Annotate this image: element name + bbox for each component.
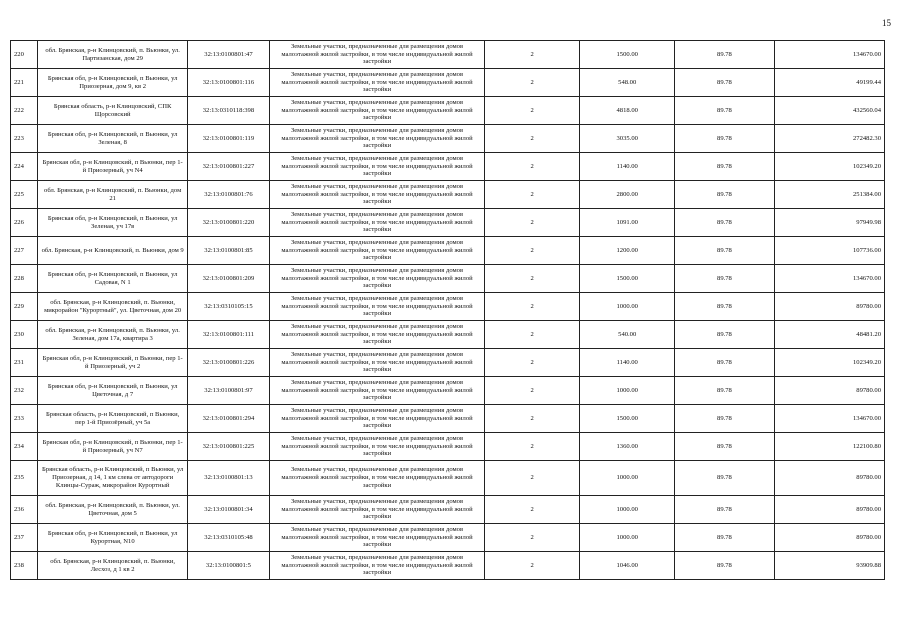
- rate-cell: 89.78: [675, 153, 774, 181]
- category-cell: 2: [485, 41, 580, 69]
- category-cell: 2: [485, 405, 580, 433]
- cadastral-value-cell: 134670.00: [774, 41, 884, 69]
- cadastral-number-cell: 32:13:0100801:47: [187, 41, 269, 69]
- area-cell: 1140.00: [580, 349, 675, 377]
- permitted-use-cell: Земельные участки, предназначенные для размещения домов малоэтажной жилой застройки, в том числе индивидуальной жилой застройки: [269, 377, 484, 405]
- table-row: [11, 377, 885, 405]
- cadastral-number-cell: 32:13:0100801:5: [187, 552, 269, 580]
- row-number: 227: [11, 237, 38, 265]
- table-row: [11, 209, 885, 237]
- cadastral-number-cell: 32:13:0100801:226: [187, 349, 269, 377]
- cadastral-number-cell: 32:13:0100801:34: [187, 496, 269, 524]
- cadastral-value-cell: 107736.00: [774, 237, 884, 265]
- cadastral-number-cell: 32:13:0100801:209: [187, 265, 269, 293]
- rate-cell: 89.78: [675, 41, 774, 69]
- cadastral-number-cell: 32:13:0100801:227: [187, 153, 269, 181]
- cadastral-value-cell: 48481.20: [774, 321, 884, 349]
- cadastral-value-cell: 134670.00: [774, 265, 884, 293]
- row-number: 235: [11, 461, 38, 496]
- permitted-use-cell: Земельные участки, предназначенные для размещения домов малоэтажной жилой застройки, в том числе индивидуальной жилой застройки: [269, 433, 484, 461]
- area-cell: 1500.00: [580, 41, 675, 69]
- table-row: [11, 293, 885, 321]
- area-cell: 1000.00: [580, 377, 675, 405]
- address-cell: Брянская обл, р-н Клинцовский, п Вьюнки, пер 1-й Приозерный, уч N4: [38, 153, 188, 181]
- permitted-use-cell: Земельные участки, предназначенные для размещения домов малоэтажной жилой застройки, в том числе индивидуальной жилой застройки: [269, 41, 484, 69]
- cadastral-number-cell: 32:13:0100801:220: [187, 209, 269, 237]
- category-cell: 2: [485, 265, 580, 293]
- rate-cell: 89.78: [675, 321, 774, 349]
- category-cell: 2: [485, 433, 580, 461]
- rate-cell: 89.78: [675, 405, 774, 433]
- row-number: 236: [11, 496, 38, 524]
- row-number: 234: [11, 433, 38, 461]
- table-row: [11, 405, 885, 433]
- table-row: [11, 524, 885, 552]
- table-row: [11, 496, 885, 524]
- address-cell: обл. Брянская, р-н Клинцовский, п. Вьюнки, дом 21: [38, 181, 188, 209]
- address-cell: обл. Брянская, р-н Клинцовский, п. Вьюнки, микрорайон "Курортный", ул. Цветочная, дом 20: [38, 293, 188, 321]
- cadastral-value-cell: 102349.20: [774, 349, 884, 377]
- area-cell: 4818.00: [580, 97, 675, 125]
- category-cell: 2: [485, 69, 580, 97]
- rate-cell: 89.78: [675, 97, 774, 125]
- cadastral-value-cell: 89780.00: [774, 461, 884, 496]
- rate-cell: 89.78: [675, 209, 774, 237]
- permitted-use-cell: Земельные участки, предназначенные для размещения домов малоэтажной жилой застройки, в том числе индивидуальной жилой застройки: [269, 209, 484, 237]
- cadastral-value-cell: 49199.44: [774, 69, 884, 97]
- row-number: 226: [11, 209, 38, 237]
- cadastral-number-cell: 32:13:0100801:97: [187, 377, 269, 405]
- cadastral-number-cell: 32:13:0310118:398: [187, 97, 269, 125]
- row-number: 229: [11, 293, 38, 321]
- cadastral-value-cell: 134670.00: [774, 405, 884, 433]
- address-cell: Брянская область, р-н Клинцовский, п Вьюнки, ул Приозерная, д 14, 1 км слева от автодороги Клинцы-Сураж, микрорайон Курортный: [38, 461, 188, 496]
- permitted-use-cell: Земельные участки, предназначенные для размещения домов малоэтажной жилой застройки, в том числе индивидуальной жилой застройки: [269, 181, 484, 209]
- cadastral-number-cell: 32:13:0100801:225: [187, 433, 269, 461]
- rate-cell: 89.78: [675, 377, 774, 405]
- category-cell: 2: [485, 552, 580, 580]
- rate-cell: 89.78: [675, 125, 774, 153]
- table-row: [11, 41, 885, 69]
- category-cell: 2: [485, 524, 580, 552]
- category-cell: 2: [485, 461, 580, 496]
- address-cell: обл. Брянская, р-н Клинцовский, п. Вьюнки, ул. Зеленая, дом 17а, квартира 3: [38, 321, 188, 349]
- table-body: [11, 41, 885, 580]
- table-row: [11, 349, 885, 377]
- category-cell: 2: [485, 377, 580, 405]
- row-number: 223: [11, 125, 38, 153]
- cadastral-number-cell: 32:13:0310105:15: [187, 293, 269, 321]
- row-number: 225: [11, 181, 38, 209]
- area-cell: 1000.00: [580, 496, 675, 524]
- address-cell: обл. Брянская, р-н Клинцовский, п. Вьюнки, дом 9: [38, 237, 188, 265]
- rate-cell: 89.78: [675, 433, 774, 461]
- permitted-use-cell: Земельные участки, предназначенные для размещения домов малоэтажной жилой застройки, в том числе индивидуальной жилой застройки: [269, 552, 484, 580]
- permitted-use-cell: Земельные участки, предназначенные для размещения домов малоэтажной жилой застройки, в том числе индивидуальной жилой застройки: [269, 237, 484, 265]
- cadastral-number-cell: 32:13:0100801:13: [187, 461, 269, 496]
- area-cell: 1091.00: [580, 209, 675, 237]
- address-cell: Брянская область, р-н Клинцовский, СПК Щорсовский: [38, 97, 188, 125]
- address-cell: Брянская обл, р-н Клинцовский, п Вьюнки, ул Зеленая, уч 17в: [38, 209, 188, 237]
- permitted-use-cell: Земельные участки, предназначенные для размещения домов малоэтажной жилой застройки, в том числе индивидуальной жилой застройки: [269, 524, 484, 552]
- area-cell: 1500.00: [580, 265, 675, 293]
- table-row: [11, 69, 885, 97]
- permitted-use-cell: Земельные участки, предназначенные для размещения домов малоэтажной жилой застройки, в том числе индивидуальной жилой застройки: [269, 265, 484, 293]
- permitted-use-cell: Земельные участки, предназначенные для размещения домов малоэтажной жилой застройки, в том числе индивидуальной жилой застройки: [269, 461, 484, 496]
- table-row: [11, 237, 885, 265]
- cadastral-number-cell: 32:13:0100801:116: [187, 69, 269, 97]
- cadastral-value-cell: 251384.00: [774, 181, 884, 209]
- permitted-use-cell: Земельные участки, предназначенные для размещения домов малоэтажной жилой застройки, в том числе индивидуальной жилой застройки: [269, 496, 484, 524]
- cadastral-value-cell: 272482.30: [774, 125, 884, 153]
- row-number: 220: [11, 41, 38, 69]
- cadastral-number-cell: 32:13:0100801:119: [187, 125, 269, 153]
- cadastral-number-cell: 32:13:0100801:85: [187, 237, 269, 265]
- area-cell: 2800.00: [580, 181, 675, 209]
- category-cell: 2: [485, 321, 580, 349]
- row-number: 233: [11, 405, 38, 433]
- rate-cell: 89.78: [675, 496, 774, 524]
- cadastral-value-cell: 89780.00: [774, 496, 884, 524]
- rate-cell: 89.78: [675, 349, 774, 377]
- category-cell: 2: [485, 349, 580, 377]
- category-cell: 2: [485, 209, 580, 237]
- row-number: 228: [11, 265, 38, 293]
- rate-cell: 89.78: [675, 265, 774, 293]
- table-row: [11, 552, 885, 580]
- area-cell: 1000.00: [580, 461, 675, 496]
- address-cell: обл. Брянская, р-н Клинцовский, п. Вьюнки, ул. Цветочная, дом 5: [38, 496, 188, 524]
- permitted-use-cell: Земельные участки, предназначенные для размещения домов малоэтажной жилой застройки, в том числе индивидуальной жилой застройки: [269, 97, 484, 125]
- area-cell: 540.00: [580, 321, 675, 349]
- cadastral-number-cell: 32:13:0100801:76: [187, 181, 269, 209]
- address-cell: Брянская обл, р-н Клинцовский, п Вьюнки, ул Садовая, N 1: [38, 265, 188, 293]
- table-row: [11, 433, 885, 461]
- address-cell: Брянская обл, р-н Клинцовский, п Вьюнки, пер 1-й Приозерный, уч 2: [38, 349, 188, 377]
- category-cell: 2: [485, 97, 580, 125]
- table-row: [11, 181, 885, 209]
- cadastral-value-cell: 89780.00: [774, 524, 884, 552]
- rate-cell: 89.78: [675, 524, 774, 552]
- rate-cell: 89.78: [675, 552, 774, 580]
- table-row: [11, 265, 885, 293]
- address-cell: обл. Брянская, р-н Клинцовский, п. Вьюнки, Лесхоз, д 1 кв 2: [38, 552, 188, 580]
- permitted-use-cell: Земельные участки, предназначенные для размещения домов малоэтажной жилой застройки, в том числе индивидуальной жилой застройки: [269, 153, 484, 181]
- area-cell: 3035.00: [580, 125, 675, 153]
- cadastral-value-cell: 432560.04: [774, 97, 884, 125]
- category-cell: 2: [485, 496, 580, 524]
- area-cell: 548.00: [580, 69, 675, 97]
- cadastral-value-cell: 97949.98: [774, 209, 884, 237]
- permitted-use-cell: Земельные участки, предназначенные для размещения домов малоэтажной жилой застройки, в том числе индивидуальной жилой застройки: [269, 349, 484, 377]
- cadastral-value-cell: 102349.20: [774, 153, 884, 181]
- land-parcels-table: [10, 40, 885, 580]
- table-row: [11, 153, 885, 181]
- cadastral-number-cell: 32:13:0310105:48: [187, 524, 269, 552]
- cadastral-value-cell: 89780.00: [774, 377, 884, 405]
- address-cell: Брянская обл, р-н Клинцовский, п Вьюнки, ул Цветочная, д 7: [38, 377, 188, 405]
- row-number: 238: [11, 552, 38, 580]
- area-cell: 1360.00: [580, 433, 675, 461]
- row-number: 237: [11, 524, 38, 552]
- category-cell: 2: [485, 153, 580, 181]
- address-cell: Брянская область, р-н Клинцовский, п Вьюнки, пер 1-й Приозёрный, уч 5а: [38, 405, 188, 433]
- area-cell: 1200.00: [580, 237, 675, 265]
- permitted-use-cell: Земельные участки, предназначенные для размещения домов малоэтажной жилой застройки, в том числе индивидуальной жилой застройки: [269, 69, 484, 97]
- category-cell: 2: [485, 237, 580, 265]
- area-cell: 1046.00: [580, 552, 675, 580]
- table-row: [11, 321, 885, 349]
- category-cell: 2: [485, 181, 580, 209]
- rate-cell: 89.78: [675, 181, 774, 209]
- cadastral-value-cell: 93909.88: [774, 552, 884, 580]
- address-cell: Брянская обл, р-н Клинцовский, п Вьюнки, ул Приозерная, дом 9, кв 2: [38, 69, 188, 97]
- area-cell: 1000.00: [580, 524, 675, 552]
- row-number: 222: [11, 97, 38, 125]
- cadastral-number-cell: 32:13:0100801:294: [187, 405, 269, 433]
- rate-cell: 89.78: [675, 293, 774, 321]
- area-cell: 1500.00: [580, 405, 675, 433]
- permitted-use-cell: Земельные участки, предназначенные для размещения домов малоэтажной жилой застройки, в том числе индивидуальной жилой застройки: [269, 321, 484, 349]
- address-cell: Брянская обл, р-н Клинцовский, п Вьюнки, ул Зеленая, 8: [38, 125, 188, 153]
- row-number: 231: [11, 349, 38, 377]
- table-row: [11, 125, 885, 153]
- category-cell: 2: [485, 293, 580, 321]
- area-cell: 1000.00: [580, 293, 675, 321]
- cadastral-number-cell: 32:13:0100801:111: [187, 321, 269, 349]
- rate-cell: 89.78: [675, 237, 774, 265]
- address-cell: Брянская обл, р-н Клинцовский, п Вьюнки, пер 1-й Приозерный, уч N7: [38, 433, 188, 461]
- cadastral-value-cell: 89780.00: [774, 293, 884, 321]
- table-row: [11, 97, 885, 125]
- category-cell: 2: [485, 125, 580, 153]
- address-cell: обл. Брянская, р-н Клинцовский, п. Вьюнки, ул. Партизанская, дом 29: [38, 41, 188, 69]
- row-number: 232: [11, 377, 38, 405]
- permitted-use-cell: Земельные участки, предназначенные для размещения домов малоэтажной жилой застройки, в том числе индивидуальной жилой застройки: [269, 125, 484, 153]
- permitted-use-cell: Земельные участки, предназначенные для размещения домов малоэтажной жилой застройки, в том числе индивидуальной жилой застройки: [269, 293, 484, 321]
- cadastral-value-cell: 122100.80: [774, 433, 884, 461]
- address-cell: Брянская обл, р-н Клинцовский, п Вьюнки, ул Курортная, N10: [38, 524, 188, 552]
- row-number: 224: [11, 153, 38, 181]
- table-row: [11, 461, 885, 496]
- area-cell: 1140.00: [580, 153, 675, 181]
- page-number: 15: [882, 18, 891, 28]
- permitted-use-cell: Земельные участки, предназначенные для размещения домов малоэтажной жилой застройки, в том числе индивидуальной жилой застройки: [269, 405, 484, 433]
- row-number: 230: [11, 321, 38, 349]
- row-number: 221: [11, 69, 38, 97]
- rate-cell: 89.78: [675, 461, 774, 496]
- rate-cell: 89.78: [675, 69, 774, 97]
